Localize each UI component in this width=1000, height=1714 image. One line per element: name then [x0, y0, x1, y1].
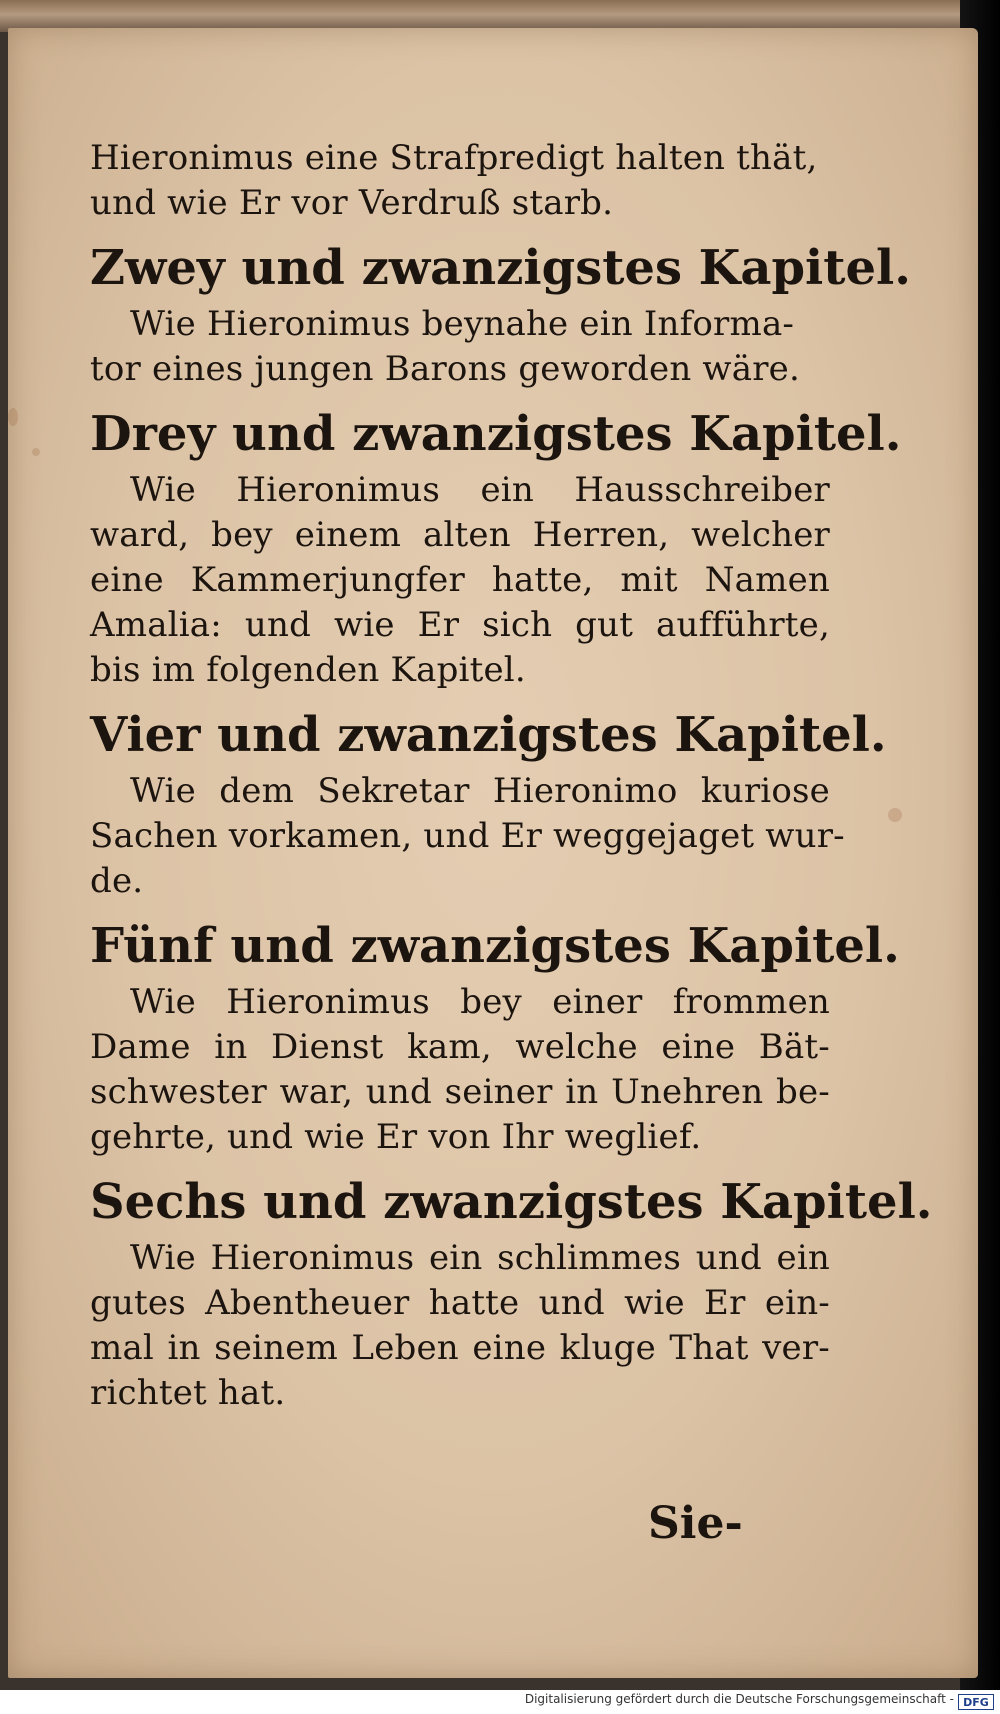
text-line: Hieronimus eine Strafpredigt halten thät, [90, 138, 818, 178]
text-line: Wie Hieronimus bey einer frommen [130, 982, 830, 1022]
text-line: Wie Hieronimus beynahe ein Informa- [130, 304, 795, 344]
text-line: eine Kammerjungfer hatte, mit Namen [90, 560, 830, 600]
book-page [8, 28, 978, 1678]
foxing-spot [8, 408, 18, 426]
chapter-heading: Drey und zwanzigstes Kapitel. [90, 406, 902, 462]
text-line: Wie Hieronimus ein schlimmes und ein [130, 1238, 830, 1278]
dfg-logo-icon: DFG [958, 1694, 994, 1710]
footer-bar [0, 1690, 1000, 1714]
chapter-heading: Sechs und zwanzigstes Kapitel. [90, 1174, 933, 1230]
foxing-spot [888, 808, 902, 822]
text-line: gehrte, und wie Er von Ihr weglief. [90, 1117, 702, 1157]
text-line: Wie dem Sekretar Hieronimo kuriose [130, 771, 830, 811]
text-line: richtet hat. [90, 1373, 286, 1413]
text-line: Amalia: und wie Er sich gut aufführte, [90, 605, 830, 645]
chapter-heading: Fünf und zwanzigstes Kapitel. [90, 918, 900, 974]
foxing-spot [32, 448, 40, 456]
footer-credit: Digitalisierung gefördert durch die Deutsche Forschungsgemeinschaft - [524, 1692, 954, 1706]
text-line: gutes Abentheuer hatte und wie Er ein- [90, 1283, 830, 1323]
text-line: schwester war, und seiner in Unehren be- [90, 1072, 830, 1112]
text-line: bis im folgenden Kapitel. [90, 650, 526, 690]
text-line: mal in seinem Leben eine kluge That ver- [90, 1328, 830, 1368]
text-line: und wie Er vor Verdruß starb. [90, 183, 614, 223]
page-text [90, 136, 933, 1416]
chapter-heading: Vier und zwanzigstes Kapitel. [90, 707, 887, 763]
text-line: tor eines jungen Barons geworden wäre. [90, 349, 800, 389]
catchword: Sie- [648, 1498, 743, 1549]
text-line: de. [90, 861, 144, 901]
text-line: ward, bey einem alten Herren, welcher [90, 515, 830, 555]
chapter-heading: Zwey und zwanzigstes Kapitel. [90, 240, 911, 296]
text-line: Dame in Dienst kam, welche eine Bät- [90, 1027, 830, 1067]
text-line: Sachen vorkamen, und Er weggejaget wur- [90, 816, 845, 856]
text-line: Wie Hieronimus ein Hausschreiber [130, 470, 830, 510]
